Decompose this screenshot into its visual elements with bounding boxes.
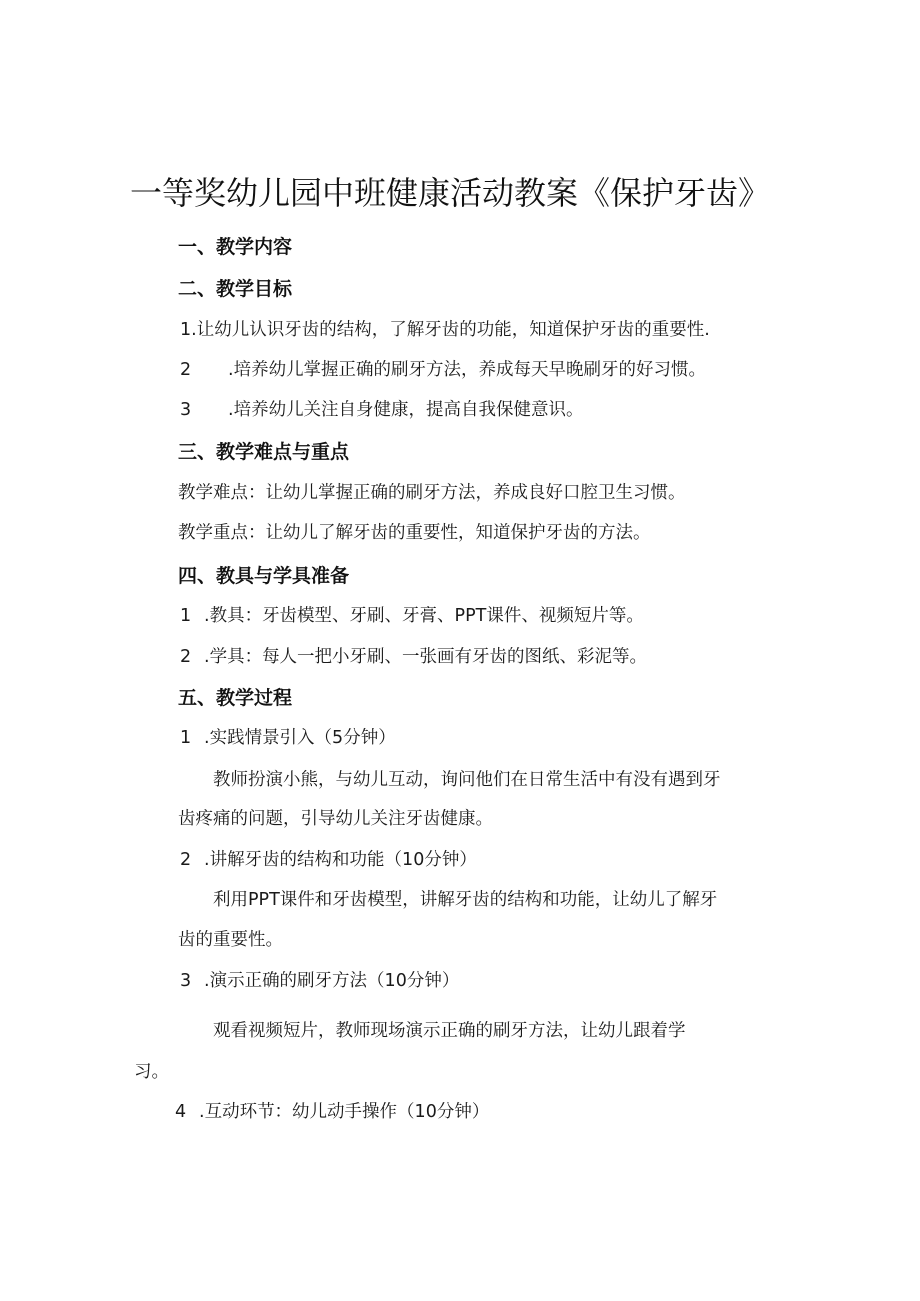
process-step-4-title bbox=[175, 1098, 489, 1123]
section-heading-content: 一、教学内容 bbox=[178, 236, 293, 258]
list-number: 2 bbox=[180, 360, 192, 380]
list-number: 3 bbox=[180, 400, 192, 420]
list-text: .让幼儿认识牙齿的结构，了解牙齿的功能，知道保护牙齿的重要性. bbox=[191, 320, 710, 340]
list-text: .学具：每人一把小牙刷、一张画有牙齿的图纸、彩泥等。 bbox=[204, 647, 648, 667]
process-step-2-line-1: 利用PPT课件和牙齿模型，讲解牙齿的结构和功能，让幼儿了解牙 bbox=[213, 890, 718, 910]
teaching-difficulty: 教学难点：让幼儿掌握正确的刷牙方法，养成良好口腔卫生习惯。 bbox=[178, 483, 686, 503]
process-step-1-line-2: 齿疼痛的问题，引导幼儿关注牙齿健康。 bbox=[178, 809, 493, 829]
list-number: 1 bbox=[180, 606, 192, 626]
materials-item-1 bbox=[180, 602, 644, 627]
list-text: .教具：牙齿模型、牙刷、牙膏、PPT课件、视频短片等。 bbox=[204, 606, 644, 626]
objective-item-1 bbox=[180, 316, 710, 341]
list-text: .培养幼儿掌握正确的刷牙方法，养成每天早晚刷牙的好习惯。 bbox=[228, 360, 707, 380]
process-step-2-title bbox=[180, 846, 477, 871]
list-number: 1 bbox=[180, 728, 192, 748]
section-heading-difficulty-focus: 三、教学难点与重点 bbox=[178, 441, 350, 463]
list-text: .讲解牙齿的结构和功能（10分钟） bbox=[204, 850, 477, 870]
objective-item-3 bbox=[180, 396, 584, 421]
process-step-3-line-1: 观看视频短片，教师现场演示正确的刷牙方法，让幼儿跟着学 bbox=[213, 1021, 686, 1041]
objective-item-2 bbox=[180, 356, 706, 381]
section-heading-objectives: 二、教学目标 bbox=[178, 278, 293, 300]
document-title: 一等奖幼儿园中班健康活动教案《保护牙齿》 bbox=[130, 174, 771, 212]
materials-item-2 bbox=[180, 643, 647, 668]
process-step-3-line-2: 习。 bbox=[134, 1062, 169, 1082]
list-number: 1 bbox=[180, 320, 192, 340]
list-number: 4 bbox=[175, 1102, 187, 1122]
process-step-1-line-1: 教师扮演小熊，与幼儿互动，询问他们在日常生活中有没有遇到牙 bbox=[213, 770, 721, 790]
process-step-2-line-2: 齿的重要性。 bbox=[178, 930, 283, 950]
teaching-focus: 教学重点：让幼儿了解牙齿的重要性，知道保护牙齿的方法。 bbox=[178, 523, 651, 543]
section-heading-process: 五、教学过程 bbox=[178, 687, 293, 709]
list-number: 2 bbox=[180, 850, 192, 870]
list-text: .演示正确的刷牙方法（10分钟） bbox=[204, 971, 460, 991]
list-number: 3 bbox=[180, 971, 192, 991]
process-step-3-title bbox=[180, 967, 459, 992]
list-text: .实践情景引入（5分钟） bbox=[204, 728, 396, 748]
list-text: .互动环节：幼儿动手操作（10分钟） bbox=[199, 1102, 490, 1122]
section-heading-materials: 四、教具与学具准备 bbox=[178, 565, 350, 587]
process-step-1-title bbox=[180, 724, 396, 749]
list-number: 2 bbox=[180, 647, 192, 667]
list-text: .培养幼儿关注自身健康，提高自我保健意识。 bbox=[228, 400, 584, 420]
